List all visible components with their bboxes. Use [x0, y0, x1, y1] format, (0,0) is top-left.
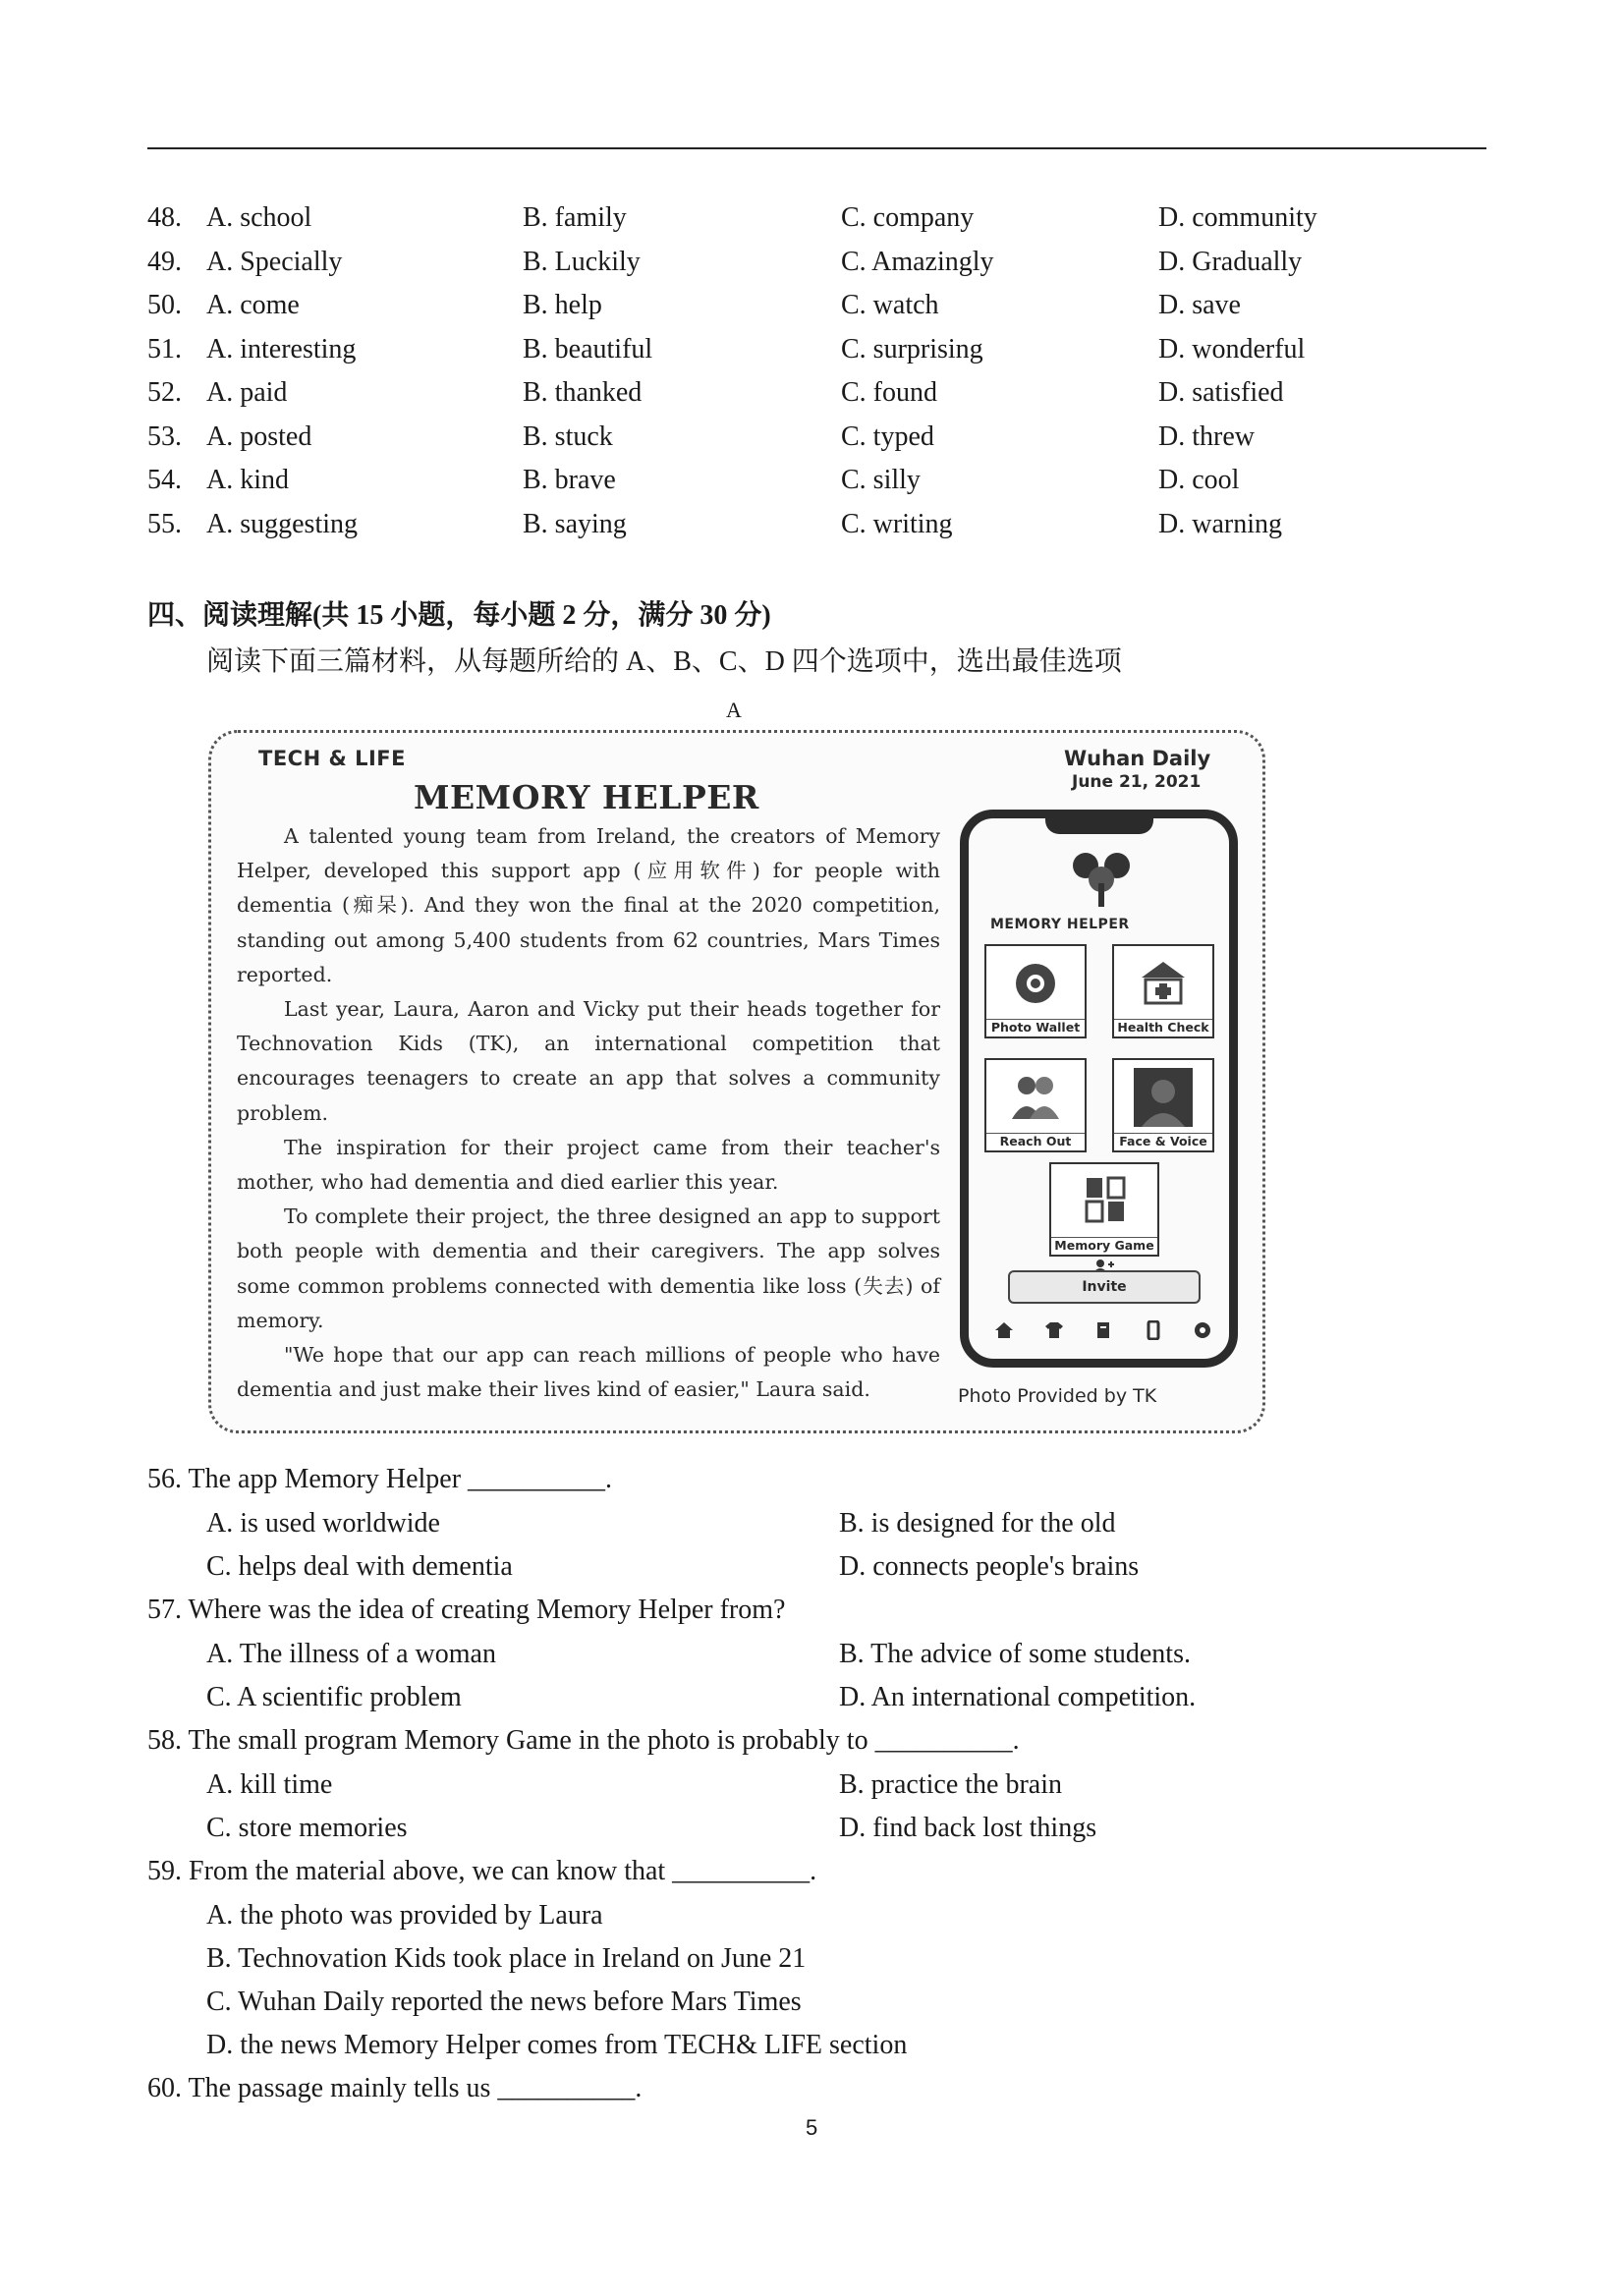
option-d: D. save	[1158, 290, 1241, 320]
invite-button: Invite	[1008, 1270, 1201, 1304]
option-b: B. family	[523, 202, 627, 233]
option-a: A. kind	[206, 465, 289, 495]
answer-option: D. the news Memory Helper comes from TECH& LIFE section	[206, 2030, 908, 2060]
article-paragraph: A talented young team from Ireland, the creators of Memory Helper, developed this support app (应用软件) for people with dementia (痴呆). And they won the final at the 2020 competition, standing out among 5,400 students from 62 countries, Mars Times reported.	[237, 824, 940, 986]
question-number: 50.	[147, 290, 182, 320]
option-d: D. satisfied	[1158, 377, 1284, 408]
article-paragraph: The inspiration for their project came from their teacher's mother, who had dementia and died earlier this year.	[237, 1135, 940, 1195]
question-stem: 57. Where was the idea of creating Memory Helper from?	[147, 1595, 786, 1625]
phone-illustration	[960, 810, 1238, 1368]
option-a: A. come	[206, 290, 300, 320]
option-a: A. posted	[206, 420, 312, 452]
tile-label: Face & Voice	[1114, 1133, 1212, 1148]
tile-face-voice	[1112, 1058, 1214, 1152]
phone-notch	[1045, 814, 1153, 834]
question-stem: 59. From the material above, we can know that __________.	[147, 1856, 817, 1886]
question-stem: 60. The passage mainly tells us __________.	[147, 2073, 643, 2103]
option-c: C. silly	[841, 465, 921, 495]
settings-icon	[1193, 1320, 1212, 1340]
answer-option: A. is used worldwide	[206, 1508, 440, 1539]
answer-option: A. kill time	[206, 1769, 333, 1800]
option-b: B. brave	[523, 465, 616, 495]
article-paragraph: Last year, Laura, Aaron and Vicky put their heads together for Technovation Kids (TK), an international competition that encourages teenagers to create an app that solves a community problem.	[237, 997, 940, 1125]
phone-icon	[1144, 1320, 1163, 1340]
answer-option: C. store memories	[206, 1813, 408, 1843]
option-b: B. stuck	[523, 420, 613, 452]
tile-health-check	[1112, 944, 1214, 1038]
phone-bottom-bar	[994, 1317, 1212, 1343]
question-number: 52.	[147, 377, 182, 408]
article-paragraph: "We hope that our app can reach millions of people who have dementia and just make their lives kind of easier," Laura said.	[237, 1343, 940, 1402]
tile-label: Reach Out	[986, 1133, 1085, 1148]
section-instruction: 阅读下面三篇材料，从每题所给的 A、B、C、D 四个选项中，选出最佳选项	[206, 646, 1122, 677]
option-d: D. Gradually	[1158, 246, 1303, 277]
question-number: 48.	[147, 202, 182, 233]
answer-option: A. the photo was provided by Laura	[206, 1900, 603, 1931]
home-icon	[994, 1320, 1014, 1340]
option-c: C. watch	[841, 290, 939, 320]
answer-option: B. Technovation Kids took place in Ireland on June 21	[206, 1943, 807, 1974]
option-d: D. cool	[1158, 465, 1240, 495]
question-number: 55.	[147, 508, 182, 539]
article-section-label: TECH & LIFE	[258, 747, 406, 770]
question-number: 53.	[147, 420, 182, 452]
page-number: 5	[806, 2115, 818, 2140]
question-number: 54.	[147, 465, 182, 495]
option-b: B. thanked	[523, 377, 643, 408]
camera-icon	[1008, 956, 1063, 1011]
tile-memory-game	[1049, 1162, 1159, 1257]
passage-letter: A	[726, 698, 742, 722]
option-a: A. school	[206, 202, 312, 233]
tile-label: Health Check	[1114, 1019, 1212, 1035]
question-stem: 58. The small program Memory Game in the photo is probably to __________.	[147, 1725, 1020, 1756]
option-c: C. found	[841, 377, 937, 408]
hospital-icon	[1136, 956, 1191, 1011]
option-b: B. beautiful	[523, 333, 653, 364]
question-stem: 56. The app Memory Helper __________.	[147, 1464, 613, 1494]
tile-photo-wallet	[984, 944, 1087, 1038]
app-name: MEMORY HELPER	[990, 917, 1130, 932]
shirt-icon	[1044, 1320, 1064, 1340]
question-number: 51.	[147, 333, 182, 364]
answer-option: C. helps deal with dementia	[206, 1551, 513, 1582]
option-c: C. writing	[841, 508, 953, 539]
option-a: A. interesting	[206, 333, 357, 364]
article-body	[237, 819, 940, 1407]
photo-credit: Photo Provided by TK	[958, 1385, 1157, 1407]
option-c: C. company	[841, 202, 975, 233]
document-icon	[1093, 1320, 1113, 1340]
option-d: D. warning	[1158, 508, 1282, 539]
answer-option: B. practice the brain	[839, 1769, 1063, 1800]
answer-option: D. connects people's brains	[839, 1551, 1140, 1582]
answer-option: B. The advice of some students.	[839, 1639, 1191, 1669]
grid-game-icon	[1079, 1172, 1134, 1227]
article-paragraph: To complete their project, the three designed an app to support both people with dementia and their caregivers. The app solves some common problems connected with dementia like loss (失去) of memory.	[237, 1204, 940, 1332]
option-b: B. saying	[523, 508, 627, 539]
answer-option: A. The illness of a woman	[206, 1639, 496, 1669]
answer-option: D. find back lost things	[839, 1813, 1097, 1843]
answer-option: C. A scientific problem	[206, 1682, 462, 1712]
newspaper-name: Wuhan Daily	[1064, 747, 1211, 770]
option-b: B. help	[523, 290, 602, 320]
option-a: A. Specially	[206, 246, 343, 277]
section-heading: 四、阅读理解(共 15 小题，每小题 2 分，满分 30 分)	[147, 600, 771, 631]
option-d: D. community	[1158, 202, 1317, 233]
question-number: 49.	[147, 246, 182, 277]
tile-reach-out	[984, 1058, 1087, 1152]
answer-option: B. is designed for the old	[839, 1508, 1116, 1539]
option-c: C. surprising	[841, 333, 983, 364]
answer-option: D. An international competition.	[839, 1682, 1197, 1712]
option-d: D. wonderful	[1158, 333, 1306, 364]
tile-label: Photo Wallet	[986, 1019, 1085, 1035]
tree-logo-icon	[1062, 848, 1141, 907]
tile-label: Memory Game	[1051, 1237, 1157, 1253]
option-c: C. Amazingly	[841, 246, 994, 277]
newspaper-article	[208, 730, 1265, 1433]
option-a: A. suggesting	[206, 508, 358, 539]
answer-option: C. Wuhan Daily reported the news before Mars Times	[206, 1987, 802, 2017]
portrait-icon	[1134, 1068, 1193, 1127]
people-icon	[1008, 1070, 1063, 1125]
option-c: C. typed	[841, 420, 934, 452]
header-rule	[147, 147, 1486, 149]
article-title: MEMORY HELPER	[414, 778, 759, 816]
option-b: B. Luckily	[523, 246, 641, 277]
option-a: A. paid	[206, 377, 288, 408]
article-date: June 21, 2021	[1072, 772, 1202, 792]
option-d: D. threw	[1158, 420, 1255, 452]
